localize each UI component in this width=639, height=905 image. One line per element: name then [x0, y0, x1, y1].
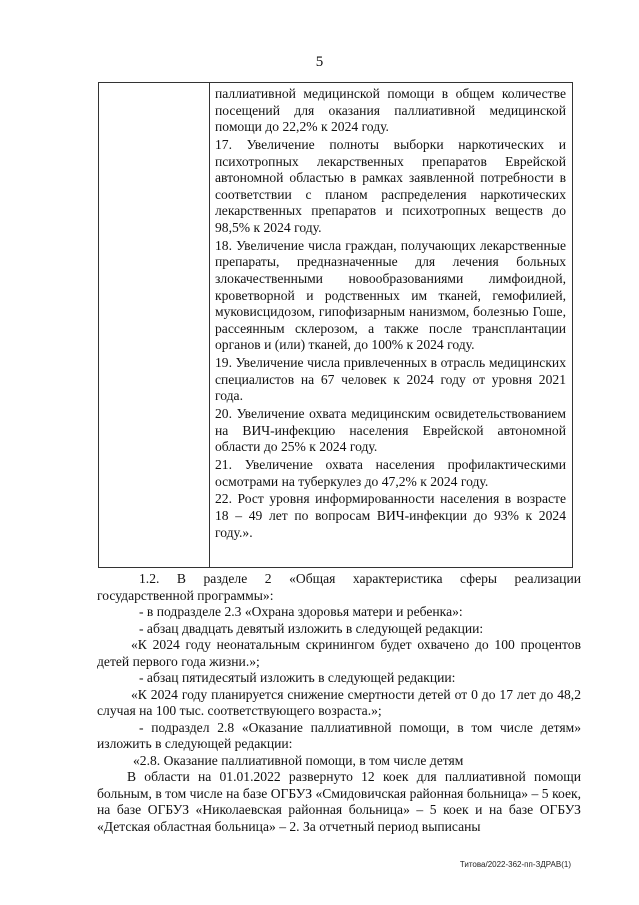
table-left-cell — [99, 83, 209, 567]
body-paragraph-beds: В области на 01.01.2022 развернуто 12 коек для паллиативной помощи больным, в том числе на базе ОГБУЗ «Смидовичская районная больница» – 5 коек, на базе ОГБУЗ «Николаевская районная больница» – 5 коек и на базе ОГБУЗ «Детская областная больница» – 2. За отчетный период выписаны — [97, 769, 581, 834]
table-paragraph-21: 21. Увеличение охвата населения профилактическими осмотрами на туберкулез до 47,2% к 2024 году. — [215, 457, 566, 489]
table-paragraph-17: 17. Увеличение полноты выборки наркотических и психотропных лекарственных препаратов Еврейской автономной областью в рамках заявленной потребности в соответствии с планом распределения наркотических лекарственных препаратов и психотропных веществ до 98,5% к 2024 году. — [215, 136, 566, 235]
table-paragraph-18: 18. Увеличение числа граждан, получающих лекарственные препараты, предназначенные для лечения больных злокачественными новообразованиями лимфоидной, кроветворной и родственных им тканей, гемофилией, муковисцидозом, гипофизарным нанизмом, болезнью Гоше, рассеянным склерозом, а также после трансплантации органов и (или) тканей, до 100% к 2024 году. — [215, 237, 566, 353]
body-paragraph-1-2: 1.2. В разделе 2 «Общая характеристика сферы реализации государственной программы»: — [97, 571, 581, 603]
targets-table — [98, 82, 573, 568]
body-paragraph-abzac-50: - абзац пятидесятый изложить в следующей редакции: — [139, 670, 456, 685]
table-paragraph-16-end: паллиативной медицинской помощи в общем количестве посещений для оказания паллиативной медицинской помощи до 22,2% к 2024 году. — [215, 86, 566, 135]
table-paragraph-22: 22. Рост уровня информированности населения в возрасте 18 – 49 лет по вопросам ВИЧ-инфекции до 93% к 2024 году.». — [215, 491, 566, 540]
table-column-divider — [209, 83, 210, 567]
table-paragraph-20: 20. Увеличение охвата медицинским освидетельствованием на ВИЧ-инфекцию населения Еврейской автономной области до 25% к 2024 году. — [215, 406, 566, 455]
body-paragraph-heading-2-8: «2.8. Оказание паллиативной помощи, в том числе детям — [133, 752, 464, 768]
table-paragraph-19: 19. Увеличение числа привлеченных в отрасль медицинских специалистов на 67 человек к 2024 году от уровня 2021 года. — [215, 355, 566, 404]
table-right-cell — [215, 86, 566, 542]
body-paragraph-subsection-2-8: - подраздел 2.8 «Оказание паллиативной помощи, в том числе детям» изложить в следующей редакции: — [97, 719, 581, 751]
document-body — [97, 571, 581, 835]
body-paragraph-quote-screening: «К 2024 году неонатальным скринингом будет охвачено до 100 процентов детей первого года жизни.»; — [97, 637, 581, 669]
body-paragraph-abzac-29: - абзац двадцать девятый изложить в следующей редакции: — [139, 620, 484, 636]
body-paragraph-subsection-2-3: - в подразделе 2.3 «Охрана здоровья матери и ребенка»: — [139, 604, 463, 619]
document-reference: Титова/2022-362-пп-ЗДРАВ(1) — [459, 860, 571, 869]
body-paragraph-quote-mortality: «К 2024 году планируется снижение смертности детей от 0 до 17 лет до 48,2 случая на 100 тыс. соответствующего возраста.»; — [97, 686, 581, 718]
page-number: 5 — [315, 54, 324, 70]
